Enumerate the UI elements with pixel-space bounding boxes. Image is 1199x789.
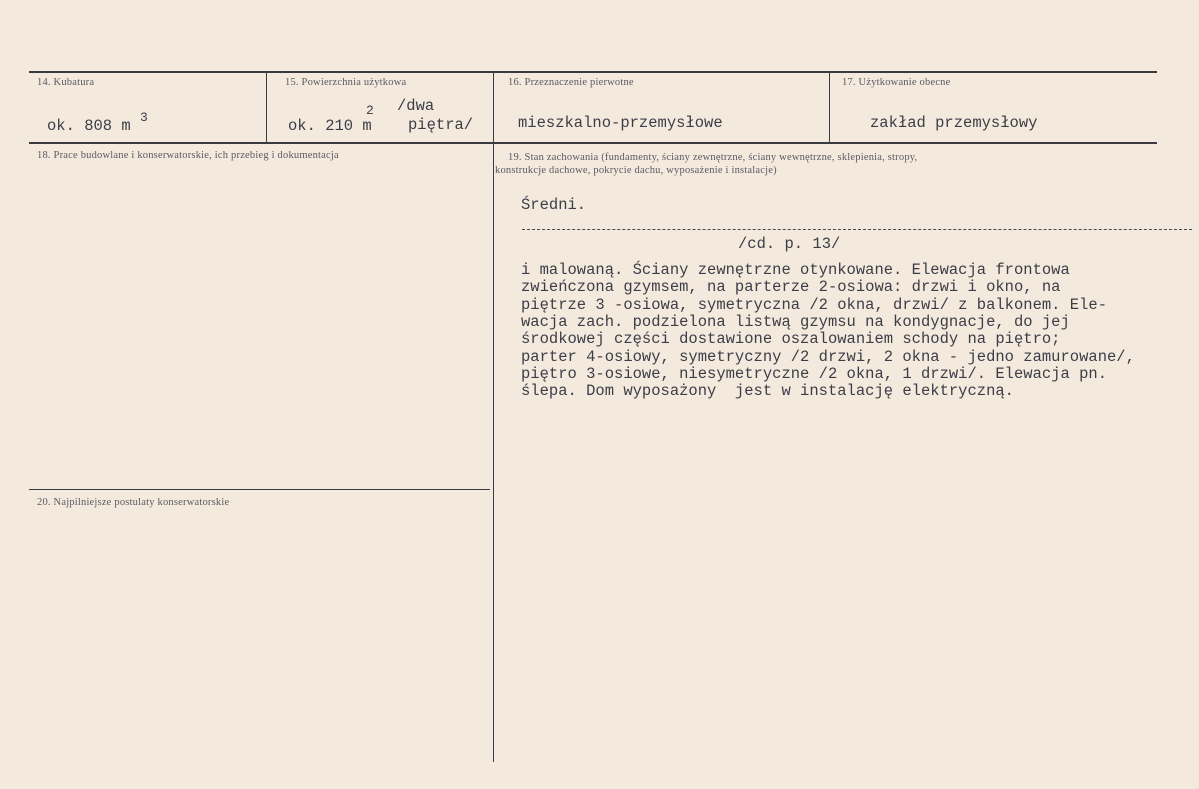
description-line: piętro 3-osiowe, niesymetryczne /2 okna, 1 drzwi/. Elewacja pn. xyxy=(521,364,1107,383)
field-16-value: mieszkalno-przemysłowe xyxy=(518,114,723,132)
field-19-label-line-2: konstrukcje dachowe, pokrycie dachu, wyposażenie i instalacje) xyxy=(495,165,777,176)
field-15-note-bottom: piętra/ xyxy=(408,116,474,134)
field-14-label: 14. Kubatura xyxy=(37,77,95,88)
field-17-label: 17. Użytkowanie obecne xyxy=(842,77,951,88)
field-14-value: ok. 808 m xyxy=(47,117,131,135)
field-14-unit-exponent: 3 xyxy=(140,110,148,125)
continuation-note: /cd. p. 13/ xyxy=(738,235,841,253)
row1-bottom-rule xyxy=(29,142,1157,144)
dashed-separator xyxy=(522,229,1192,230)
description-line: wacja zach. podzielona listwą gzymsu na kondygnacje, do jej xyxy=(521,312,1070,331)
field-15-unit-exponent: 2 xyxy=(366,103,374,118)
description-line: środkowej części dostawione oszalowaniem schody na piętro; xyxy=(521,330,1061,349)
field-20-label: 20. Najpilniejsze postulaty konserwatorskie xyxy=(37,497,230,508)
field-15-note-top: /dwa xyxy=(397,97,435,115)
rule-18-20 xyxy=(29,489,490,490)
field-17-value: zakład przemysłowy xyxy=(870,114,1038,132)
divider-15-16 xyxy=(493,72,494,762)
field-15-value: ok. 210 m xyxy=(288,117,372,135)
divider-14-15 xyxy=(266,72,267,142)
field-18-label: 18. Prace budowlane i konserwatorskie, ich przebieg i dokumentacja xyxy=(37,150,339,161)
description-line: i malowaną. Ściany zewnętrzne otynkowane. Elewacja frontowa xyxy=(521,261,1070,279)
description-line: piętrze 3 -osiowa, symetryczna /2 okna, drzwi/ z balkonem. Ele- xyxy=(521,295,1107,314)
divider-16-17 xyxy=(829,72,830,142)
description-line: zwieńczona gzymsem, na parterze 2-osiowa: drzwi i okno, na xyxy=(521,278,1061,297)
description-line: parter 4-osiowy, symetryczny /2 drzwi, 2 okna - jedno zamurowane/, xyxy=(521,347,1135,366)
field-16-label: 16. Przeznaczenie pierwotne xyxy=(508,77,634,88)
field-19-value: Średni. xyxy=(521,196,587,214)
field-15-label: 15. Powierzchnia użytkowa xyxy=(285,77,407,88)
field-19-label-line-1: 19. Stan zachowania (fundamenty, ściany zewnętrzne, ściany wewnętrzne, sklepienia, stropy, xyxy=(508,152,918,163)
top-rule xyxy=(29,71,1157,73)
description-line: ślepa. Dom wyposażony jest w instalację elektryczną. xyxy=(521,382,1014,401)
